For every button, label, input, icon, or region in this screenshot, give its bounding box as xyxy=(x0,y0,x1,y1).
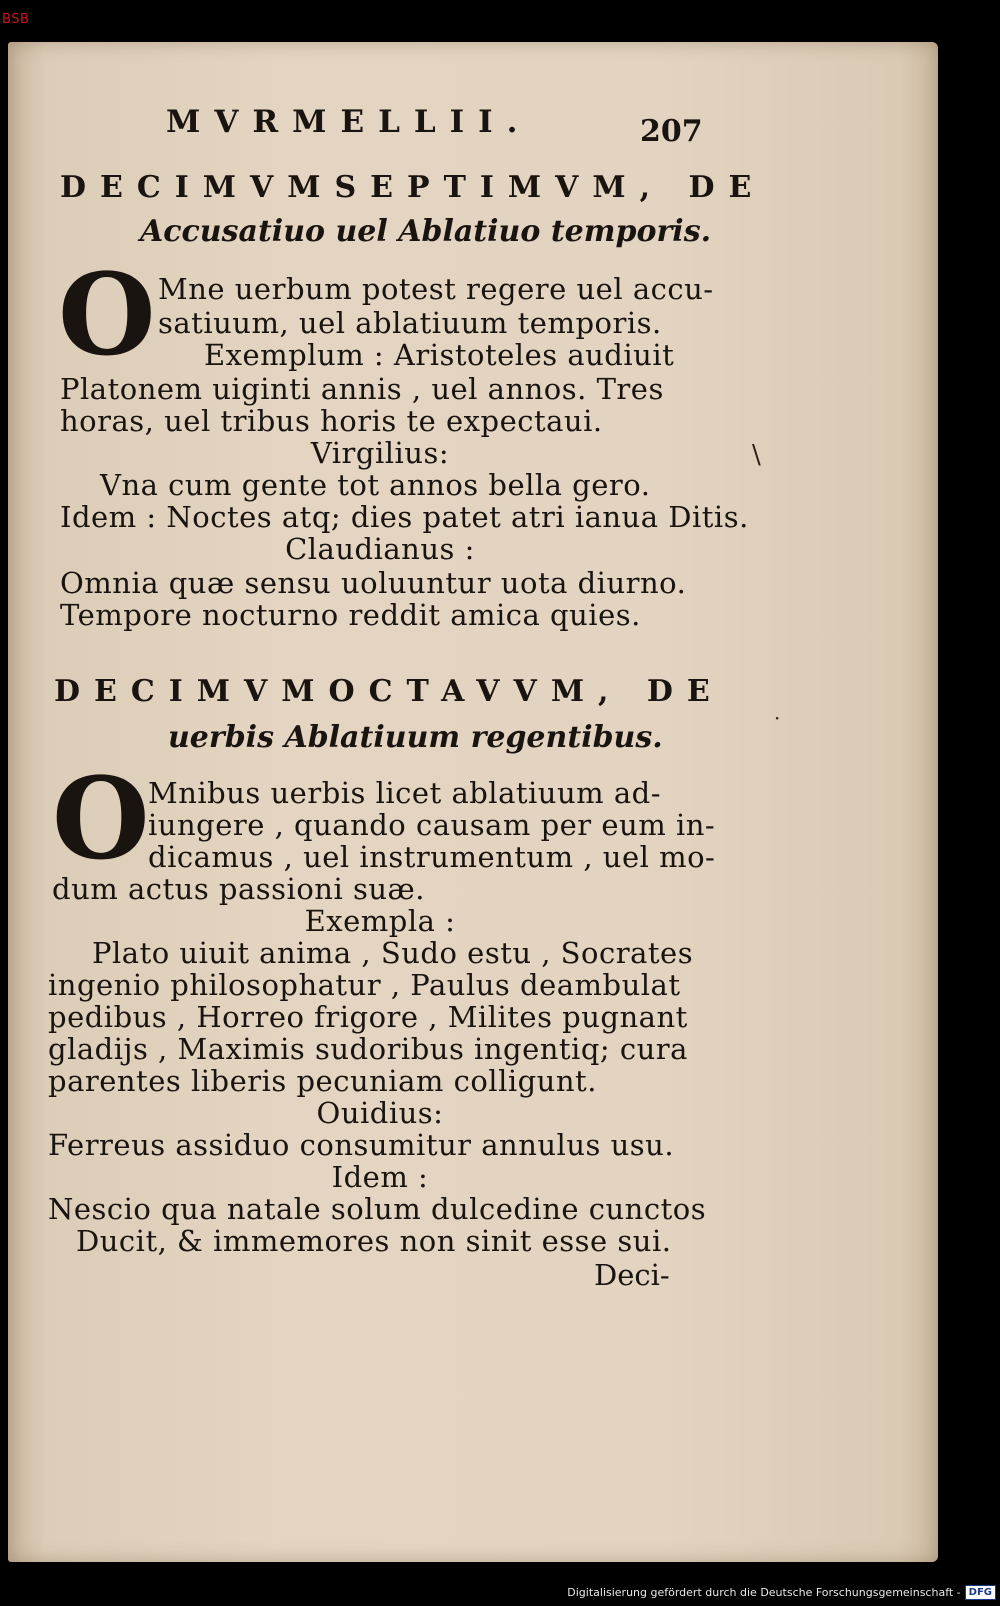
text-line: Idem : Noctes atq; dies patet atri ianua Ditis. xyxy=(60,500,749,534)
verse-line: Ducit, & immemores non sinit esse sui. xyxy=(76,1224,672,1258)
verse-line: Nescio qua natale solum dulcedine cunctos xyxy=(48,1192,707,1226)
section-subheading: Accusatiuo uel Ablatiuo temporis. xyxy=(140,214,712,249)
text-line: dicamus , uel instrumentum , uel mo- xyxy=(148,840,716,874)
footer-text: Digitalisierung gefördert durch die Deutsche Forschungsgemeinschaft - xyxy=(567,1586,961,1599)
text-line: Mne uerbum potest regere uel accu- xyxy=(158,272,714,306)
verse-line: Omnia quæ sensu uoluuntur uota diurno. xyxy=(60,566,687,600)
digitization-footer xyxy=(567,1585,996,1600)
running-head: MVRMELLII. xyxy=(166,104,532,140)
verse-line: Tempore nocturno reddit amica quies. xyxy=(60,598,641,632)
text-line: parentes liberis pecuniam colligunt. xyxy=(48,1064,597,1098)
text-line: satiuum, uel ablatiuum temporis. xyxy=(158,306,662,340)
text-line: Exempla : xyxy=(304,904,456,938)
dropcap: O xyxy=(58,250,156,381)
dropcap: O xyxy=(52,754,150,885)
text-line: Mnibus uerbis licet ablatiuum ad- xyxy=(148,776,662,810)
text-line: iungere , quando causam per eum in- xyxy=(148,808,716,842)
ink-mark: · xyxy=(774,706,781,730)
text-line: Exemplum : Aristoteles audiuit xyxy=(204,338,675,372)
book-page xyxy=(8,42,938,1562)
text-line: pedibus , Horreo frigore , Milites pugnant xyxy=(48,1000,688,1034)
section-subheading: uerbis Ablatiuum regentibus. xyxy=(168,720,663,755)
dfg-logo: DFG xyxy=(965,1585,996,1600)
text-line: Idem : xyxy=(331,1160,429,1194)
text-line: dum actus passioni suæ. xyxy=(52,872,425,906)
text-line: Claudianus : xyxy=(285,532,475,566)
text-line: Ouidius: xyxy=(316,1096,444,1130)
ink-mark: \ xyxy=(752,440,761,470)
section-heading: DECIMVMSEPTIMVM, DE xyxy=(60,170,766,205)
text-line: Virgilius: xyxy=(310,436,450,470)
text-line: ingenio philosophatur , Paulus deambulat xyxy=(48,968,681,1002)
text-line: gladijs , Maximis sudoribus ingentiq; cura xyxy=(48,1032,688,1066)
text-line: Platonem uiginti annis , uel annos. Tres xyxy=(60,372,664,406)
library-label: BSB xyxy=(2,12,30,27)
text-line: Plato uiuit anima , Sudo estu , Socrates xyxy=(92,936,694,970)
section-heading: DECIMVMOCTAVVM, DE xyxy=(54,674,724,709)
verse-line: Ferreus assiduo consumitur annulus usu. xyxy=(48,1128,675,1162)
page-number: 207 xyxy=(640,114,703,149)
verse-line: Vna cum gente tot annos bella gero. xyxy=(100,468,651,502)
catchword: Deci- xyxy=(594,1258,670,1292)
text-line: horas, uel tribus horis te expectaui. xyxy=(60,404,603,438)
